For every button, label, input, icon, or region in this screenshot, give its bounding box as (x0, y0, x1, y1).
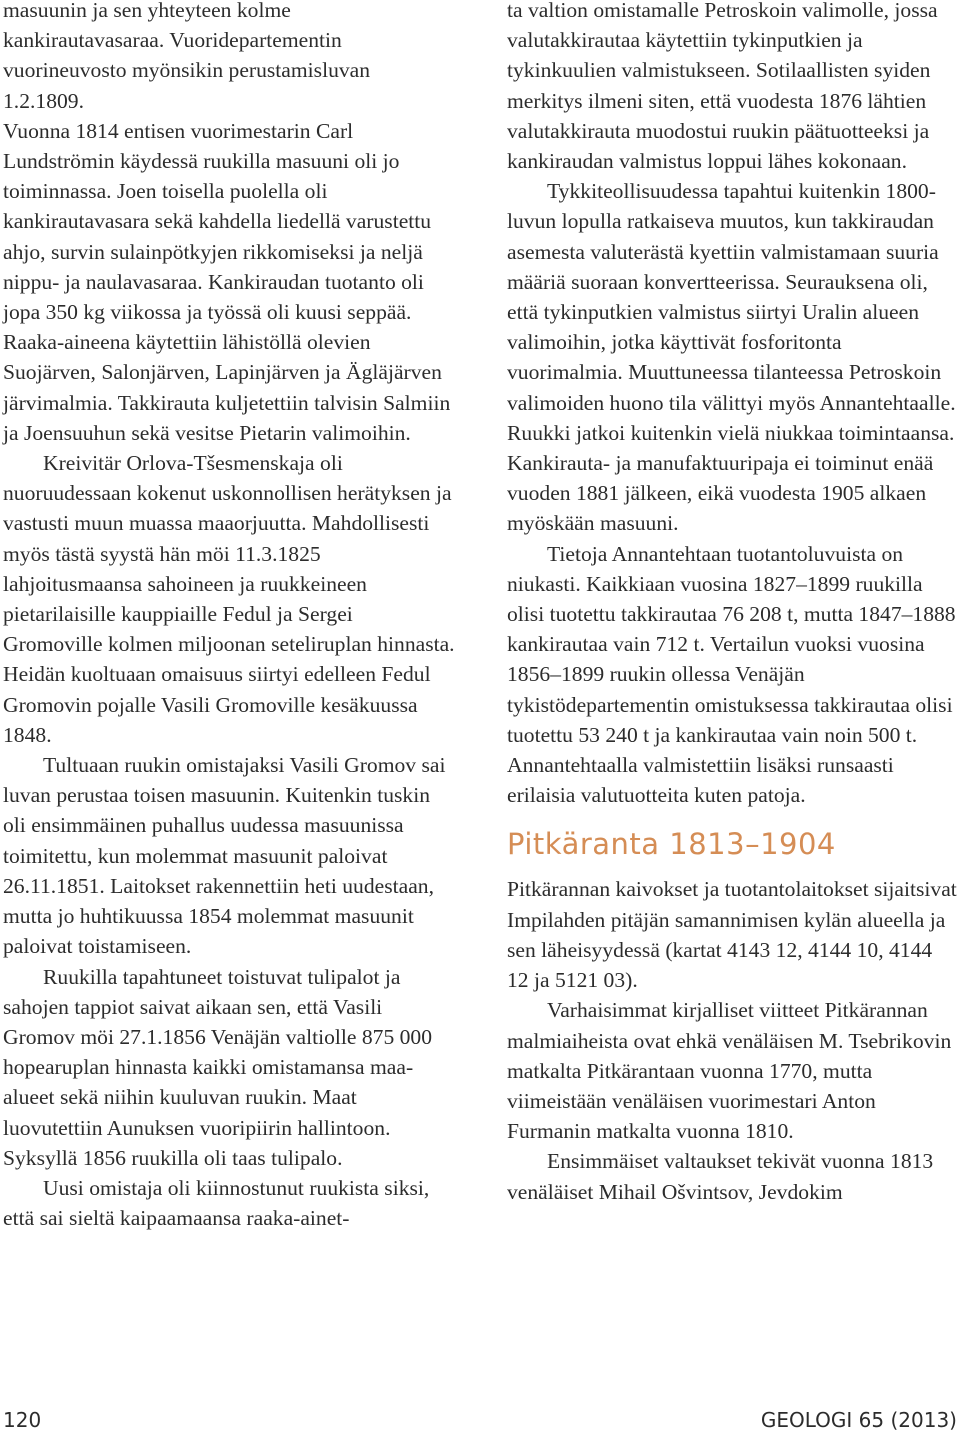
paragraph: Ensimmäiset valtaukset tekivät vuonna 1813 venäläiset Mihail Ošvintsov, Jevdokim (507, 1149, 934, 1204)
left-column (3, 0, 455, 1233)
section-heading: Pitkäranta 1813–1904 (507, 827, 836, 862)
paragraph: Kreivitär Orlova-Tšesmenskaja oli nuoruudessaan kokenut uskonnollisen herätyksen ja vastusti muun muassa maaorjuutta. Mahdollisesti myös tästä syystä hän möi 11.3.1825 lahjoitusmaansa sahoineen ja ruukkeineen pietarilaisille kauppiaille Fedul ja Sergei Gromoville kolmen miljoonan seteliruplan hinnasta. Heidän kuoltuaan omaisuus siirtyi edelleen Fedul Gromovin pojalle Vasili Gromoville kesäkuussa 1848. (3, 451, 455, 747)
paragraph: Varhaisimmat kirjalliset viitteet Pitkärannan malmiaiheista ovat ehkä venäläisen M. Tsebrikovin matkalta Pitkärantaan vuonna 1770, mutta viimeistään venäläisen vuorimestari Anton Furmanin matkalta vuonna 1810. (507, 998, 952, 1144)
page-number: 120 (3, 1408, 42, 1432)
paragraph: Tultuaan ruukin omistajaksi Vasili Gromov sai luvan perustaa toisen masuunin. Kuitenkin tuskin oli ensimmäinen puhallus uudessa masuunissa toimitettu, kun molemmat masuunit paloivat 26.11.1851. Laitokset rakennettiin heti uudestaan, mutta jo huhtikuussa 1854 molemmat masuunit paloivat toistamiseen. (3, 753, 446, 959)
journal-name: GEOLOGI 65 (2013) (760, 1408, 957, 1432)
paragraph: Tykkiteollisuudessa tapahtui kuitenkin 1800-luvun lopulla ratkaiseva muutos, kun takkiraudan asemesta valuterästä kyettiin valmistamaan suuria määriä suoraan konvertteerissa. Seurauksena oli, että tykinputkien valmistus siirtyi Uralin alueen valimoihin, jotka käyttivät fosforitonta vuorimalmia. Muuttuneessa tilanteessa Petroskoin valimoiden huono tila välittyi myös Annantehtaalle. Ruukki jatkoi kuitenkin vielä niukkaa toimintaansa. Kankirauta- ja manufaktuuripaja ei toiminut enää vuoden 1881 jälkeen, eikä vuodesta 1905 alkaen myöskään masuuni. (507, 179, 956, 536)
paragraph: Uusi omistaja oli kiinnostunut ruukista siksi, että sai sieltä kaipaamaansa raaka-ainet- (3, 1175, 430, 1231)
paragraph: Pitkärannan kaivokset ja tuotantolaitokset sijaitsivat Impilahden pitäjän samannimisen kylän alueella ja sen läheisyydessä (kartat 4143 12, 4144 10, 4144 12 ja 5121 03). (507, 877, 957, 993)
paragraph: Vuonna 1814 entisen vuorimestarin Carl Lundströmin käydessä ruukilla masuuni oli jo toiminnassa. Joen toisella puolella oli kankirautavasara sekä kahdella liedellä varustettu ahjo, survin sulainpötkyjen rikkomiseksi ja neljä nippu- ja naulavasaraa. Kankiraudan tuotanto oli jopa 350 kg viikossa ja työssä oli kuusi seppää. Raaka-aineena käytettiin lähistöllä olevien Suojärven, Salonjärven, Lapinjärven ja Ägläjärven järvimalmia. Takkirauta kuljetettiin talvisin Salmiin ja Joensuuhun sekä vesitse Pietarin valimoihin. (3, 118, 451, 445)
paragraph: masuunin ja sen yhteyteen kolme kankirautavasaraa. Vuoridepartementin vuorineuvosto myönsikin perustamisluvan 1.2.1809. (3, 0, 371, 113)
paragraph: ta valtion omistamalle Petroskoin valimolle, jossa valutakkirautaa käytettiin tykinputkien ja tykinkuulien valmistukseen. Sotilaallisten syiden merkitys ilmeni siten, että vuodesta 1876 lähtien valutakkirauta muodostui ruukin päätuotteeksi ja kankiraudan valmistus loppui lähes kokonaan. (507, 0, 938, 174)
right-column (507, 0, 959, 1207)
paragraph: Tietoja Annantehtaan tuotantoluvuista on niukasti. Kaikkiaan vuosina 1827–1899 ruukilla olisi tuotettu takkirautaa 76 208 t, mutta 1847–1888 kankirautaa vain 712 t. Vertailun vuoksi vuosina 1856–1899 ruukin ollessa Venäjän tykistödepartementin omistuksessa takkirautaa olisi tuotettu 53 240 t ja kankirautaa vain noin 500 t. Annantehtaalla valmistettiin lisäksi runsaasti erilaisia valutuotteita kuten patoja. (507, 541, 956, 808)
paragraph: Ruukilla tapahtuneet toistuvat tulipalot ja sahojen tappiot saivat aikaan sen, että Vasili Gromov möi 27.1.1856 Venäjän valtiolle 875 000 hopearuplan hinnasta kaikki omistamansa maa-alueet sekä niihin kuuluvan ruukin. Maat luovutettiin Aunuksen vuoripiirin hallintoon. Syksyllä 1856 ruukilla oli taas tulipalo. (3, 964, 433, 1170)
